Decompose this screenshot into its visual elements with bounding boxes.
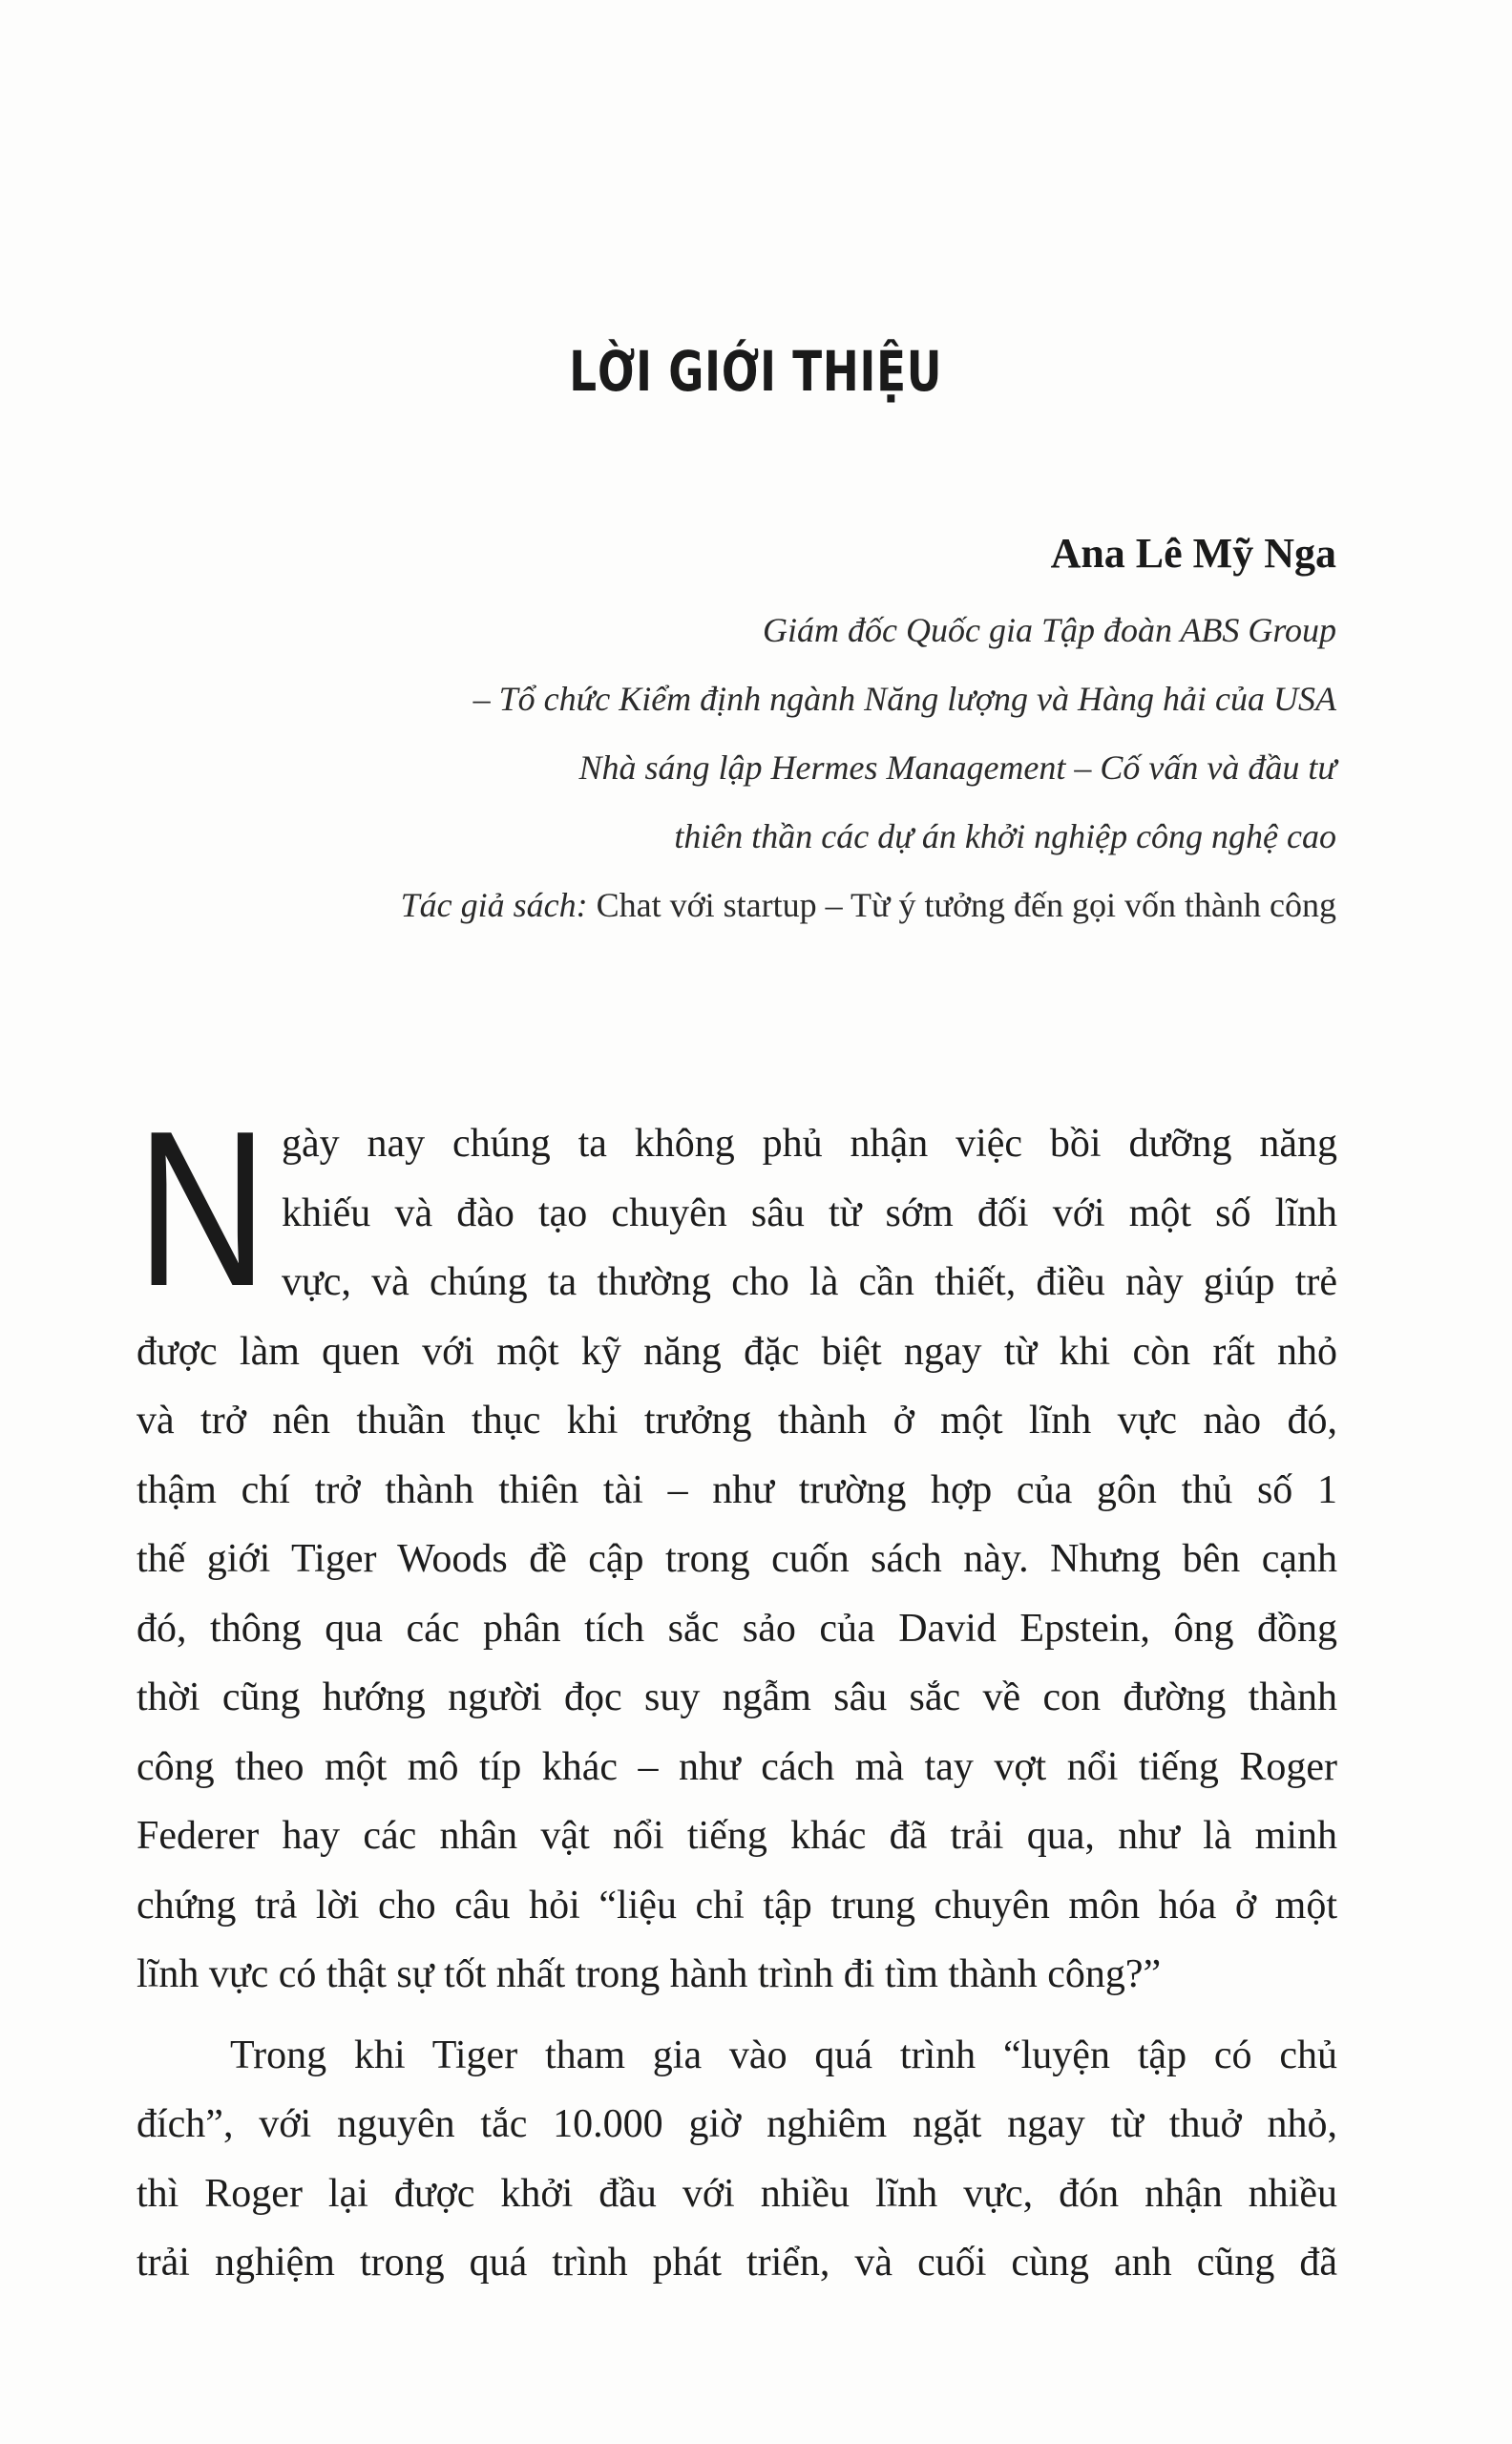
text-line: Trong khi Tiger tham gia vào quá trình “luyện tập có chủ (230, 2033, 1337, 2077)
text-line: và trở nên thuần thục khi trưởng thành ở một lĩnh vực nào đó, (136, 1399, 1337, 1443)
text-line: thậm chí trở thành thiên tài – như trường hợp của gôn thủ số 1 (136, 1467, 1337, 1512)
text-line: trải nghiệm trong quá trình phát triển, và cuối cùng anh cũng đã (136, 2241, 1337, 2285)
author-role-line: Nhà sáng lập Hermes Management – Cố vấn và đầu tư (578, 748, 1336, 787)
text-line: thế giới Tiger Woods đề cập trong cuốn sách này. Nhưng bên cạnh (136, 1537, 1337, 1581)
text-line: được làm quen với một kỹ năng đặc biệt ngay từ khi còn rất nhỏ (136, 1329, 1337, 1374)
drop-cap: N (136, 1085, 268, 1333)
text-line: công theo một mô típ khác – như cách mà tay vợt nổi tiếng Roger (136, 1744, 1337, 1789)
text-line: khiếu và đào tạo chuyên sâu từ sớm đối với một số lĩnh (282, 1190, 1337, 1235)
paragraph-1 (136, 1085, 1337, 2010)
author-name: Ana Lê Mỹ Nga (1050, 530, 1336, 577)
text-line: thì Roger lại được khởi đầu với nhiều lĩnh vực, đón nhận nhiều (136, 2171, 1337, 2216)
text-line: thời cũng hướng người đọc suy ngẫm sâu sắc về con đường thành (136, 1675, 1337, 1719)
text-line: đích”, với nguyên tắc 10.000 giờ nghiêm ngặt ngay từ thuở nhỏ, (136, 2102, 1337, 2146)
text-line: đó, thông qua các phân tích sắc sảo của David Epstein, ông đồng (136, 1606, 1337, 1651)
author-book-line (191, 871, 1336, 939)
author-block (191, 525, 1336, 939)
text-line: gày nay chúng ta không phủ nhận việc bồi dưỡng năng (282, 1122, 1337, 1166)
author-role-line: Giám đốc Quốc gia Tập đoàn ABS Group (763, 611, 1336, 649)
text-line: vực, và chúng ta thường cho là cần thiết, điều này giúp trẻ (282, 1260, 1337, 1304)
author-role-line: – Tổ chức Kiểm định ngành Năng lượng và Hàng hải của USA (472, 680, 1336, 718)
intro-body (136, 1085, 1337, 2298)
book-title: Chat với startup – Từ ý tưởng đến gọi vốn thành công (596, 886, 1336, 924)
text-line: lĩnh vực có thật sự tốt nhất trong hành trình đi tìm thành công?” (136, 1952, 1162, 1996)
text-line: Federer hay các nhân vật nổi tiếng khác đã trải qua, như là minh (136, 1814, 1337, 1858)
chapter-title: LỜI GIỚI THIỆU (569, 339, 943, 404)
author-role-line: thiên thần các dự án khởi nghiệp công nghệ cao (674, 817, 1336, 855)
book-label: Tác giả sách: (400, 886, 588, 924)
paragraph-2 (136, 2021, 1337, 2298)
text-line: chứng trả lời cho câu hỏi “liệu chỉ tập trung chuyên môn hóa ở một (136, 1883, 1337, 1928)
